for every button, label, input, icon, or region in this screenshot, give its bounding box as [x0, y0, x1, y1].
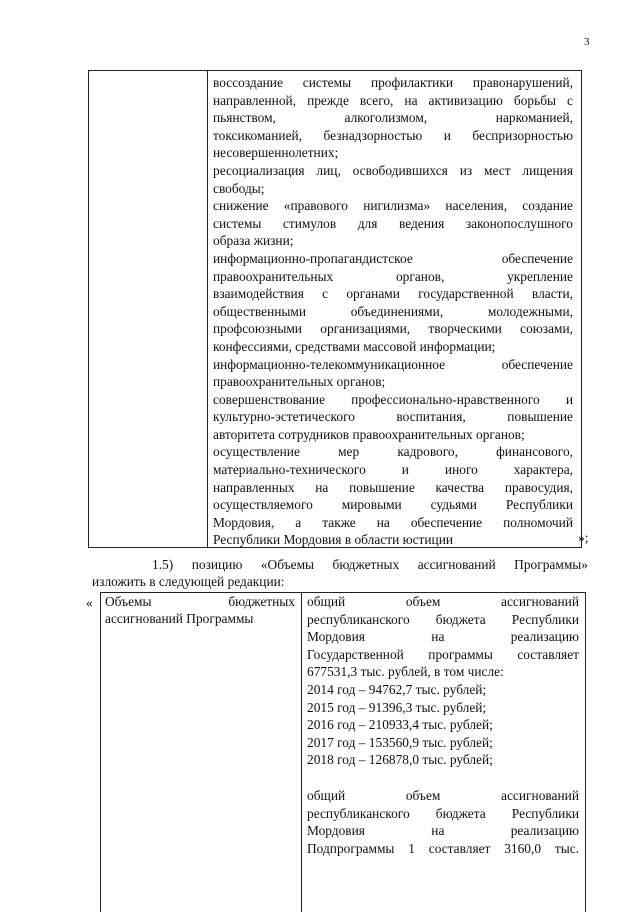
measures-line: взаимодействия с органами государственной власти, [213, 286, 573, 302]
budget-total-line: республиканского бюджета Республики [307, 611, 579, 627]
measures-line: системы стимулов для ведения законопослушного [213, 215, 573, 231]
budget-total-line: 2015 год – 91396,3 тыс. рублей; [307, 699, 487, 715]
measures-line: токсикоманией, безнадзорностью и беспризорностью [213, 127, 573, 143]
measures-table [88, 70, 582, 548]
measures-line: общественными объединениями, молодежными, [213, 303, 573, 319]
measures-line: правоохранительных органов; [213, 374, 386, 390]
budget-table [100, 592, 586, 912]
budget-table-value-cell [307, 593, 579, 857]
amendment-paragraph-line-2: изложить в следующей редакции: [92, 574, 285, 589]
measures-line: снижение «правового нигилизма» населения, создание [213, 198, 573, 214]
budget-subprogram-line: Мордовия на реализацию [307, 823, 579, 839]
budget-total-line: общий объем ассигнований [307, 594, 579, 609]
measures-line: пьянством, алкоголизмом, наркоманией, [213, 110, 573, 126]
measures-line: Мордовия, а также на обеспечение полномочий [213, 514, 573, 530]
measures-line: осуществление мер кадрового, финансового, [213, 444, 573, 460]
measures-line: материально-технического и иного характера, [213, 462, 573, 478]
measures-line: воссоздание системы профилактики правонарушений, [213, 75, 573, 90]
budget-total-line: 2016 год – 210933,4 тыс. рублей; [307, 717, 493, 733]
measures-table-empty-cell [89, 71, 208, 547]
table-opening-quote: « [86, 595, 93, 610]
measures-line: свободы; [213, 180, 265, 196]
budget-total-line: 2018 год – 126878,0 тыс. рублей; [307, 752, 493, 768]
budget-subprogram-block [307, 787, 579, 857]
budget-total-line: 2017 год – 153560,9 тыс. рублей; [307, 734, 493, 750]
measures-line: авторитета сотрудников правоохранительных органов; [213, 426, 525, 442]
budget-table-label-cell [105, 593, 295, 627]
amendment-paragraph-line-1: 1.5) позицию «Объемы бюджетных ассигнований Программы» [152, 557, 588, 572]
budget-subprogram-line: республиканского бюджета Республики [307, 805, 579, 821]
budget-subprogram-line: Подпрограммы 1 составляет 3160,0 тыс. [307, 840, 579, 856]
budget-total-block [307, 593, 579, 769]
measures-line: несовершеннолетних; [213, 145, 339, 161]
measures-line: информационно-пропагандистское обеспечение [213, 250, 573, 266]
budget-subprogram-line: общий объем ассигнований [307, 787, 579, 803]
budget-total-line: Государственной программы составляет [307, 646, 579, 662]
measures-line: информационно-телекоммуникационное обеспечение [213, 356, 573, 372]
budget-total-line: 677531,3 тыс. рублей, в том числе: [307, 664, 504, 680]
measures-line: направленных на повышение качества правосудия, [213, 479, 573, 495]
budget-total-line: 2014 год – 94762,7 тыс. рублей; [307, 681, 487, 697]
measures-line: направленной, прежде всего, на активизацию борьбы с [213, 92, 573, 108]
budget-table-column-separator [301, 593, 302, 912]
measures-line: осуществляемого мировыми судьями Республики [213, 497, 573, 513]
budget-label-line: ассигнований Программы [105, 611, 254, 626]
measures-line: ресоциализация лиц, освободившихся из мест лищения [213, 162, 573, 178]
measures-line: Республики Мордовия в области юстиции [213, 532, 454, 548]
measures-line: профсоюзными организациями, творческими союзами, [213, 321, 573, 337]
measures-line: совершенствование профессионально-нравственного и [213, 391, 573, 407]
amendment-paragraph [92, 556, 588, 590]
measures-line: культурно-эстетического воспитания, повышение [213, 409, 573, 425]
measures-line: правоохранительных органов, укрепление [213, 268, 573, 284]
measures-line: образа жизни; [213, 233, 294, 249]
table-closing-quote: »; [578, 530, 589, 545]
page-number: 3 [584, 36, 590, 48]
budget-label-line: Объемы бюджетных [105, 594, 295, 609]
measures-list [213, 74, 573, 549]
budget-total-line: Мордовия на реализацию [307, 629, 579, 645]
measures-line: конфессиями, средствами массовой информации; [213, 338, 496, 354]
block-spacer [307, 769, 579, 787]
